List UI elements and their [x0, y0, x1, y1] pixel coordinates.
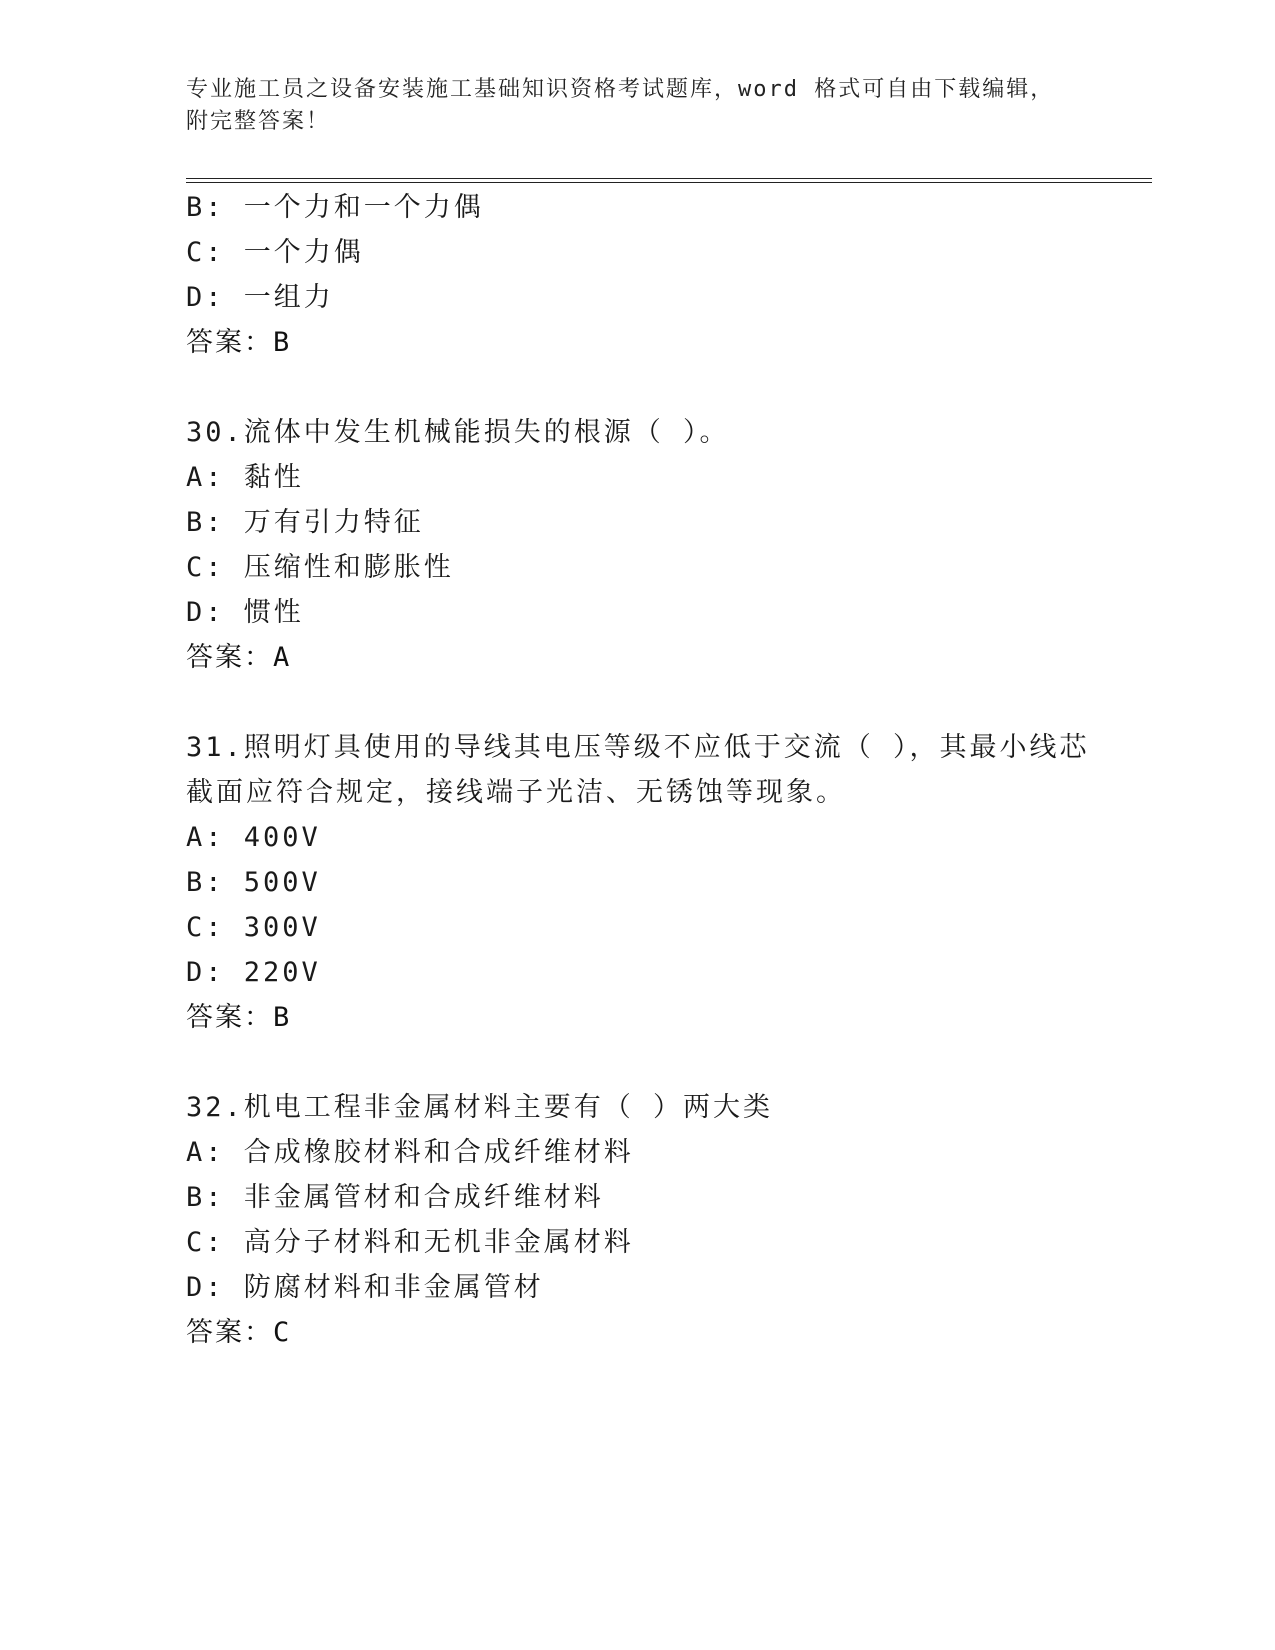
q29-option-c: C: 一个力偶	[186, 237, 364, 268]
q31-option-d: D: 220V	[186, 957, 321, 988]
q29-answer: 答案：B	[186, 327, 292, 358]
q31-stem-line-1: 31.照明灯具使用的导线其电压等级不应低于交流（ ），其最小线芯	[186, 732, 1090, 763]
q31-option-a: A: 400V	[186, 822, 321, 853]
q31-option-c: C: 300V	[186, 912, 321, 943]
header-line-2: 附完整答案！	[186, 109, 331, 134]
q32-option-d: D: 防腐材料和非金属管材	[186, 1272, 544, 1303]
q30-option-c: C: 压缩性和膨胀性	[186, 552, 454, 583]
header-line-1: 专业施工员之设备安装施工基础知识资格考试题库，word 格式可自由下载编辑，	[186, 77, 1055, 102]
q29-option-b: B: 一个力和一个力偶	[186, 192, 484, 223]
header-divider-top	[186, 178, 1152, 179]
q32-option-b: B: 非金属管材和合成纤维材料	[186, 1182, 604, 1213]
q31-option-b: B: 500V	[186, 867, 321, 898]
q30-option-a: A: 黏性	[186, 462, 304, 493]
q30-answer: 答案：A	[186, 642, 292, 673]
q32-stem: 32.机电工程非金属材料主要有（ ）两大类	[186, 1092, 774, 1123]
header-divider-bottom	[186, 182, 1152, 183]
q30-option-d: D: 惯性	[186, 597, 304, 628]
q32-option-c: C: 高分子材料和无机非金属材料	[186, 1227, 634, 1258]
q31-stem-line-2: 截面应符合规定，接线端子光洁、无锈蚀等现象。	[186, 777, 846, 808]
q32-option-a: A: 合成橡胶材料和合成纤维材料	[186, 1137, 634, 1168]
document-header	[186, 74, 1076, 138]
q30-stem: 30.流体中发生机械能损失的根源（ ）。	[186, 417, 730, 448]
q32-answer: 答案：C	[186, 1317, 292, 1348]
q29-option-d: D: 一组力	[186, 282, 334, 313]
q30-option-b: B: 万有引力特征	[186, 507, 424, 538]
q31-answer: 答案：B	[186, 1002, 292, 1033]
